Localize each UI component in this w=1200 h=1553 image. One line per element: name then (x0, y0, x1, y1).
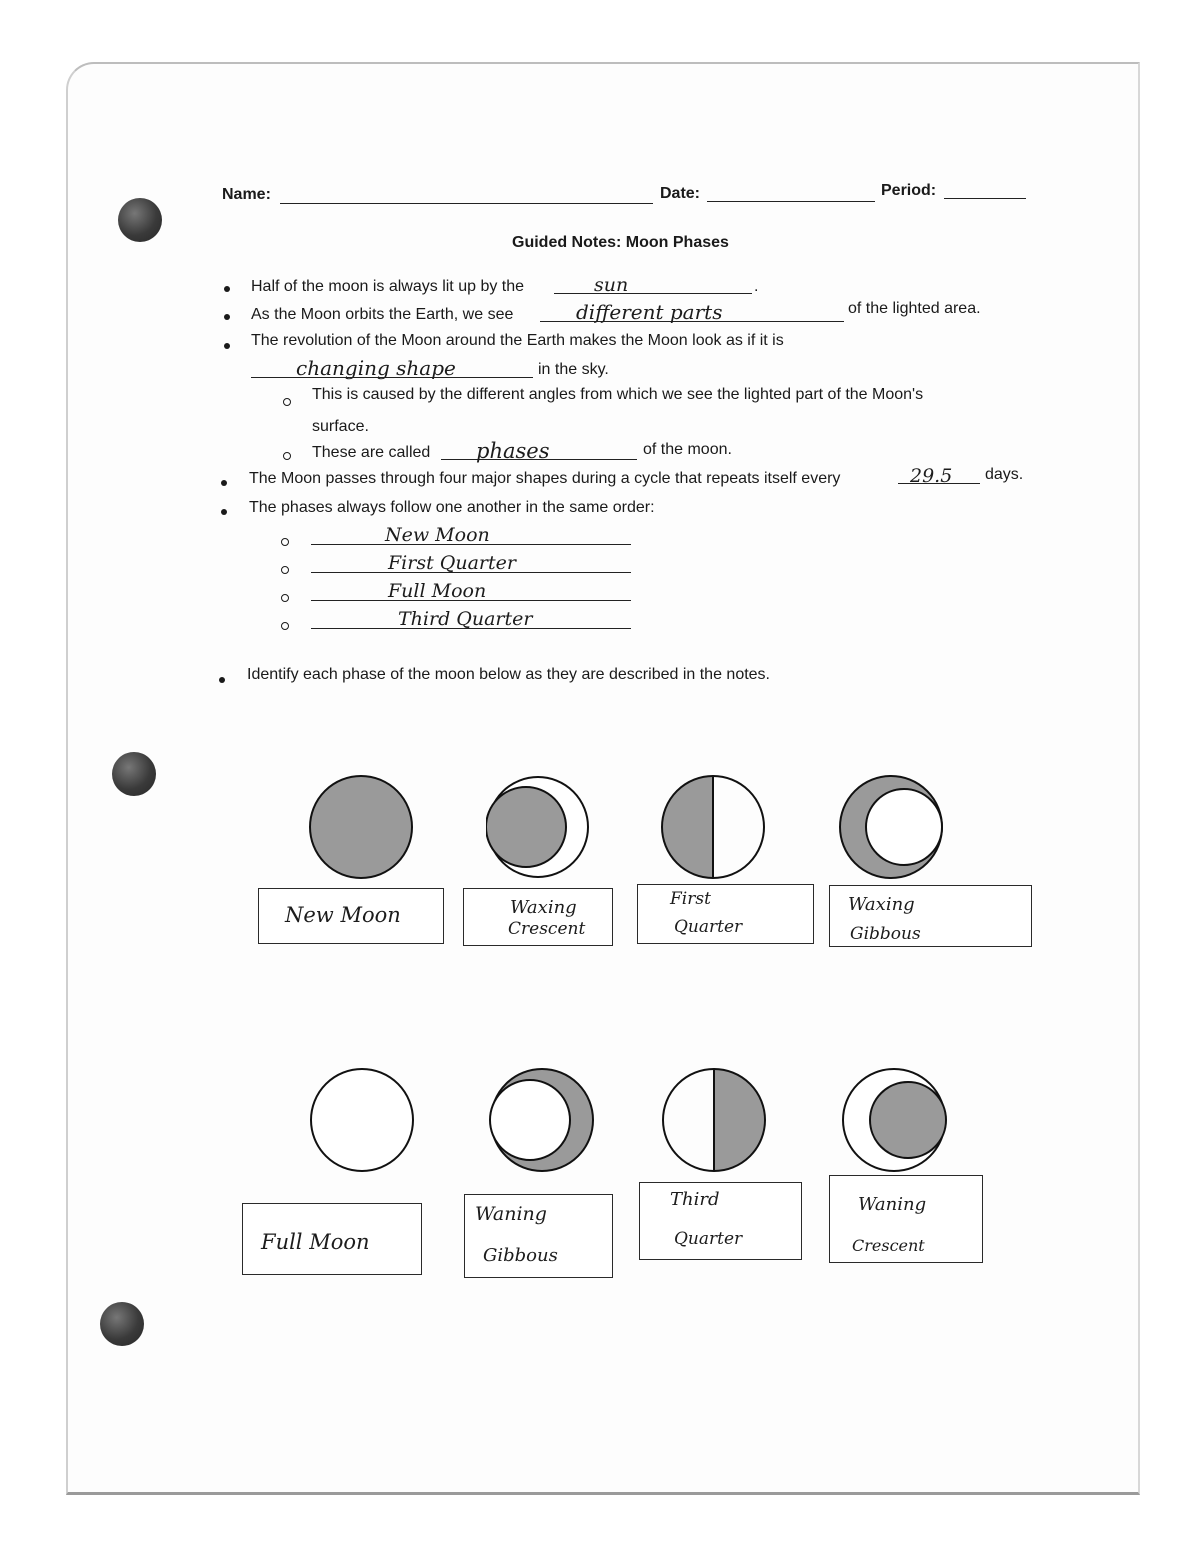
moon-third-quarter-diagram (658, 1064, 770, 1176)
bullet (221, 480, 227, 486)
handwritten-answer: Quarter (674, 1229, 743, 1249)
binder-hole-top (118, 198, 162, 242)
phase-label-box-new-moon[interactable] (258, 888, 444, 944)
handwritten-answer: 29.5 (910, 465, 953, 487)
handwritten-answer: phases (476, 439, 550, 463)
moon-waxing-crescent-diagram (486, 772, 596, 882)
handwritten-answer: First Quarter (388, 552, 516, 574)
bullet (224, 314, 230, 320)
answer-blank (554, 293, 752, 294)
handwritten-answer: Waxing (848, 894, 915, 915)
moon-waning-crescent-diagram (838, 1064, 950, 1176)
handwritten-answer: Full Moon (388, 580, 487, 602)
note-text: The phases always follow one another in the same order: (249, 499, 655, 516)
period-field[interactable] (944, 198, 1026, 199)
name-label: Name: (222, 186, 271, 203)
handwritten-answer: Third (670, 1189, 720, 1210)
handwritten-answer: Waning (475, 1203, 547, 1225)
handwritten-answer: Crescent (852, 1236, 925, 1255)
date-label: Date: (660, 185, 701, 202)
note-text: of the moon. (643, 441, 732, 458)
note-text: . (754, 278, 759, 295)
bullet (221, 509, 227, 515)
handwritten-answer: Crescent (508, 919, 586, 939)
phase-label-box-waxing-crescent[interactable] (463, 888, 613, 946)
sub-bullet (281, 622, 289, 630)
name-field[interactable] (280, 203, 653, 204)
handwritten-answer: Gibbous (483, 1245, 558, 1266)
date-field[interactable] (707, 201, 875, 202)
note-text: This is caused by the different angles from which we see the lighted part of the Moon's (312, 386, 924, 403)
handwritten-answer: Gibbous (850, 924, 921, 944)
handwritten-answer: Waxing (510, 897, 577, 918)
phase-label-box-waning-crescent[interactable] (829, 1175, 983, 1263)
handwritten-answer: Full Moon (261, 1230, 370, 1254)
note-text: These are called (312, 444, 431, 461)
note-text: The Moon passes through four major shapes during a cycle that repeats itself every (249, 470, 841, 487)
phase-label-box-waning-gibbous[interactable] (464, 1194, 613, 1278)
note-text: The revolution of the Moon around the Earth makes the Moon look as if it is (251, 332, 784, 349)
handwritten-answer: Third Quarter (398, 608, 533, 630)
note-text: As the Moon orbits the Earth, we see (251, 306, 514, 323)
handwritten-answer: changing shape (296, 356, 456, 380)
handwritten-answer: different parts (576, 300, 723, 324)
binder-hole-bottom (100, 1302, 144, 1346)
page-title: Guided Notes: Moon Phases (512, 234, 729, 251)
handwritten-answer: Quarter (674, 917, 743, 937)
handwritten-answer: sun (594, 274, 629, 296)
note-text: surface. (312, 418, 369, 435)
note-text: days. (985, 466, 1024, 483)
moon-full-moon-diagram (306, 1064, 418, 1176)
sub-bullet (281, 538, 289, 546)
sub-bullet (281, 566, 289, 574)
bullet (224, 343, 230, 349)
handwritten-answer: New Moon (285, 903, 401, 927)
handwritten-answer: New Moon (385, 524, 490, 546)
note-text: Half of the moon is always lit up by the (251, 278, 525, 295)
phase-label-box-first-quarter[interactable] (637, 884, 814, 944)
moon-waxing-gibbous-diagram (836, 772, 946, 882)
note-text: of the lighted area. (848, 300, 981, 317)
phase-label-box-waxing-gibbous[interactable] (829, 885, 1032, 947)
period-label: Period: (881, 182, 937, 199)
phase-label-box-full-moon[interactable] (242, 1203, 422, 1275)
handwritten-answer: Waning (858, 1194, 927, 1215)
bullet (219, 677, 225, 683)
sub-bullet (283, 398, 291, 406)
bullet (224, 286, 230, 292)
handwritten-answer: First (670, 889, 711, 909)
sub-bullet (283, 452, 291, 460)
moon-first-quarter-diagram (658, 772, 768, 882)
note-text: Identify each phase of the moon below as they are described in the notes. (247, 666, 770, 683)
moon-new-moon-diagram (306, 772, 416, 882)
sub-bullet (281, 594, 289, 602)
phase-label-box-third-quarter[interactable] (639, 1182, 802, 1260)
note-text: in the sky. (538, 361, 609, 378)
moon-waning-gibbous-diagram (486, 1064, 598, 1176)
binder-hole-middle (112, 752, 156, 796)
